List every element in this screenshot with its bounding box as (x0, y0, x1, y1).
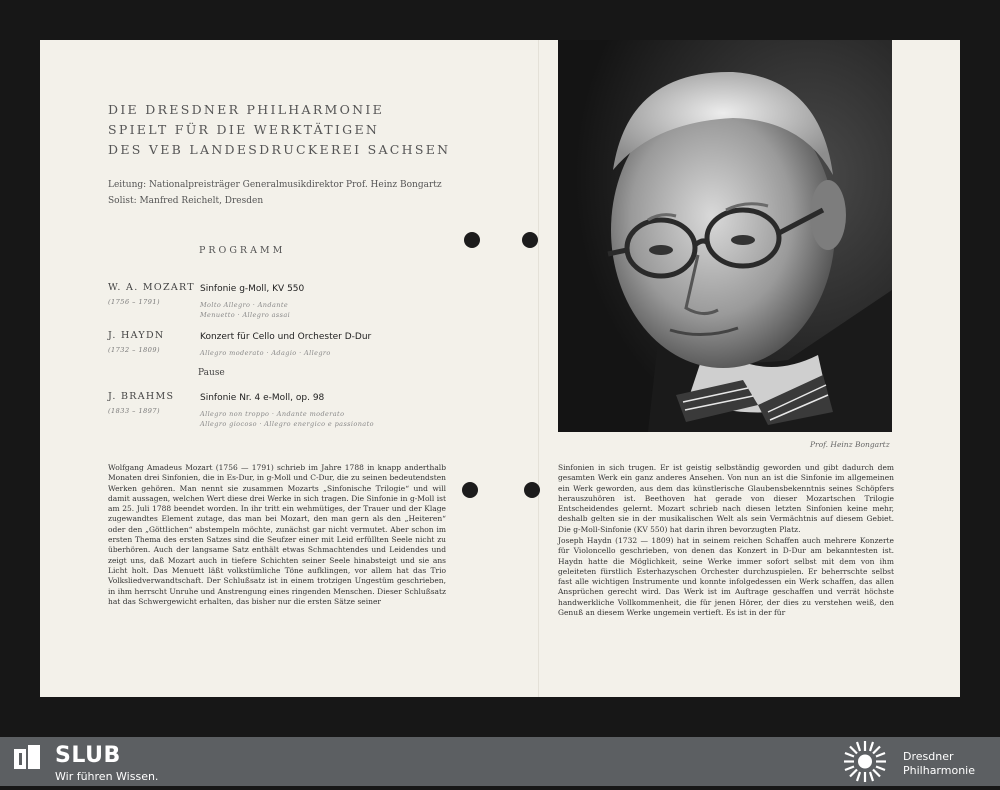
pause-label: Pause (198, 368, 225, 378)
movement-line: Allegro non troppo · Andante moderato (200, 410, 345, 418)
movement-line: Menuetto · Allegro assai (200, 311, 291, 319)
composer-dates: (1756 – 1791) (108, 298, 161, 306)
dp-name-line-2: Philharmonie (903, 764, 975, 777)
movements (200, 348, 331, 358)
page-fold (538, 40, 539, 697)
composer-name: W. A. MOZART (108, 282, 195, 293)
text-continued: Sinfonien in sich trugen. Er ist geistig selbständig geworden und gibt dadurch dem gesamten Werk ein ganz anderes Ansehen. Von nun an ist die Sinfonie im allgemeinen ein Werk geworden, aus dem das künstlerische Glaubensbekenntnis seines Schöpfers herauszuhören ist. Beethoven hat gerade von dieser Mozartschen Trilogie Entscheidendes gelernt. Mozart schrieb nach diesen letzten Sinfonien keine mehr, deshalb gelten sie in der musikalischen Welt als sein Vermächtnis auf diesem Gebiet. Die g-Moll-Sinfonie (KV 550) hat darin ihren bevorzugten Platz. (558, 463, 894, 534)
header-line-2: SPIELT FÜR DIE WERKTÄTIGEN (108, 122, 380, 137)
movements (200, 300, 290, 320)
dresdner-philharmonie-logo-text (903, 750, 975, 778)
photo-caption: Prof. Heinz Bongartz (810, 440, 890, 449)
movements (200, 409, 374, 429)
performers (108, 177, 442, 209)
book-icon (14, 745, 42, 775)
work-title: Sinfonie Nr. 4 e-Moll, op. 98 (200, 393, 325, 403)
dp-name-line-1: Dresdner (903, 750, 954, 763)
slub-tagline: Wir führen Wissen. (55, 770, 159, 783)
composer-name: J. BRAHMS (108, 391, 175, 402)
work-title: Konzert für Cello und Orchester D-Dur (200, 332, 372, 342)
composer-dates: (1732 – 1809) (108, 346, 161, 354)
conductor-portrait (558, 40, 892, 432)
header-line-1: DIE DRESDNER PHILHARMONIE (108, 102, 385, 117)
sunburst-icon (840, 737, 890, 790)
punch-hole (464, 232, 480, 248)
program-sheet (40, 40, 960, 697)
composer-name: J. HAYDN (108, 330, 165, 341)
punch-hole (462, 482, 478, 498)
movement-line: Molto Allegro · Andante (200, 301, 289, 309)
text-haydn: Joseph Haydn (1732 — 1809) hat in seinem reichen Schaffen auch mehrere Konzerte für Violoncello geschrieben, von denen das Konzert in D-Dur am bekanntesten ist. Haydn hatte die Möglichkeit, seine Werke immer sofort selbst mit dem von ihm geleiteten fürstlich Esterhazyschen Orchester durchzuspielen. Er beherrschte selbst fast alle wichtigen Instrumente und konnte infolgedessen ein Werk schaffen, das allen Ansprüchen gerecht wird. Das Werk ist im Auftrage geschaffen und verrät höchste handwerkliche Vollkommenheit, die für jenen Hörer, der dies zu verstehen weiß, den Genuß an diesem Werke ungemein vertieft. Es ist in der für (558, 536, 894, 618)
composer-dates: (1833 – 1897) (108, 407, 161, 415)
footer-bar (0, 737, 1000, 786)
punch-hole (522, 232, 538, 248)
movement-line: Allegro giocoso · Allegro energico e passionato (200, 420, 374, 428)
text-mozart: Wolfgang Amadeus Mozart (1756 — 1791) schrieb im Jahre 1788 in knapp anderthalb Monaten drei Sinfonien, die in Es-Dur, in g-Moll und C-Dur, die zu seinen bedeutendsten Werken gehören. Man nennt sie zusammen Mozarts „Sinfonische Trilogie“ und will damit aussagen, welchen Wert diese drei Werke in sich tragen. Die Sinfonie in g-Moll ist am 25. Juli 1788 beendet worden. In ihr tritt ein wehmütiges, der Trauer und der Klage zugewandtes Element zutage, das man bei Mozart, den man gern als den „Heiteren“ oder den „Göttlichen“ abstempeln möchte, zunächst gar nicht vermutet. Aber schon im ersten Thema des ersten Satzes sind die Seufzer einer mit Leid erfüllten Seele nicht zu überhören. Auch der langsame Satz enthält etwas Schmachtendes und Leidendes und zeigt uns, daß Mozart auch in tiefere Schichten seiner Seele hinabsteigt und sie ans Licht holt. Das Menuett läßt volkstümliche Töne aufklingen, vor allem hat das Trio Volksliedverwandtschaft. Der Schlußsatz ist in einem trotzigen Ungestüm geschrieben, in ihm herrscht Unruhe und Anstrengung eines ringenden Menschen. Dieser Schlußsatz hat das Schwergewicht erhalten, das bisher nur die ersten Sätze seiner (108, 463, 446, 606)
header (108, 100, 450, 160)
program-title: PROGRAMM (199, 245, 286, 256)
conductor-line: Leitung: Nationalpreisträger Generalmusikdirektor Prof. Heinz Bongartz (108, 180, 442, 190)
movement-line: Allegro moderato · Adagio · Allegro (200, 349, 331, 357)
work-title: Sinfonie g-Moll, KV 550 (200, 284, 305, 294)
slub-logo-title: SLUB (55, 743, 121, 768)
punch-hole (524, 482, 540, 498)
soloist-line: Solist: Manfred Reichelt, Dresden (108, 196, 264, 206)
header-line-3: DES VEB LANDESDRUCKEREI SACHSEN (108, 142, 451, 157)
